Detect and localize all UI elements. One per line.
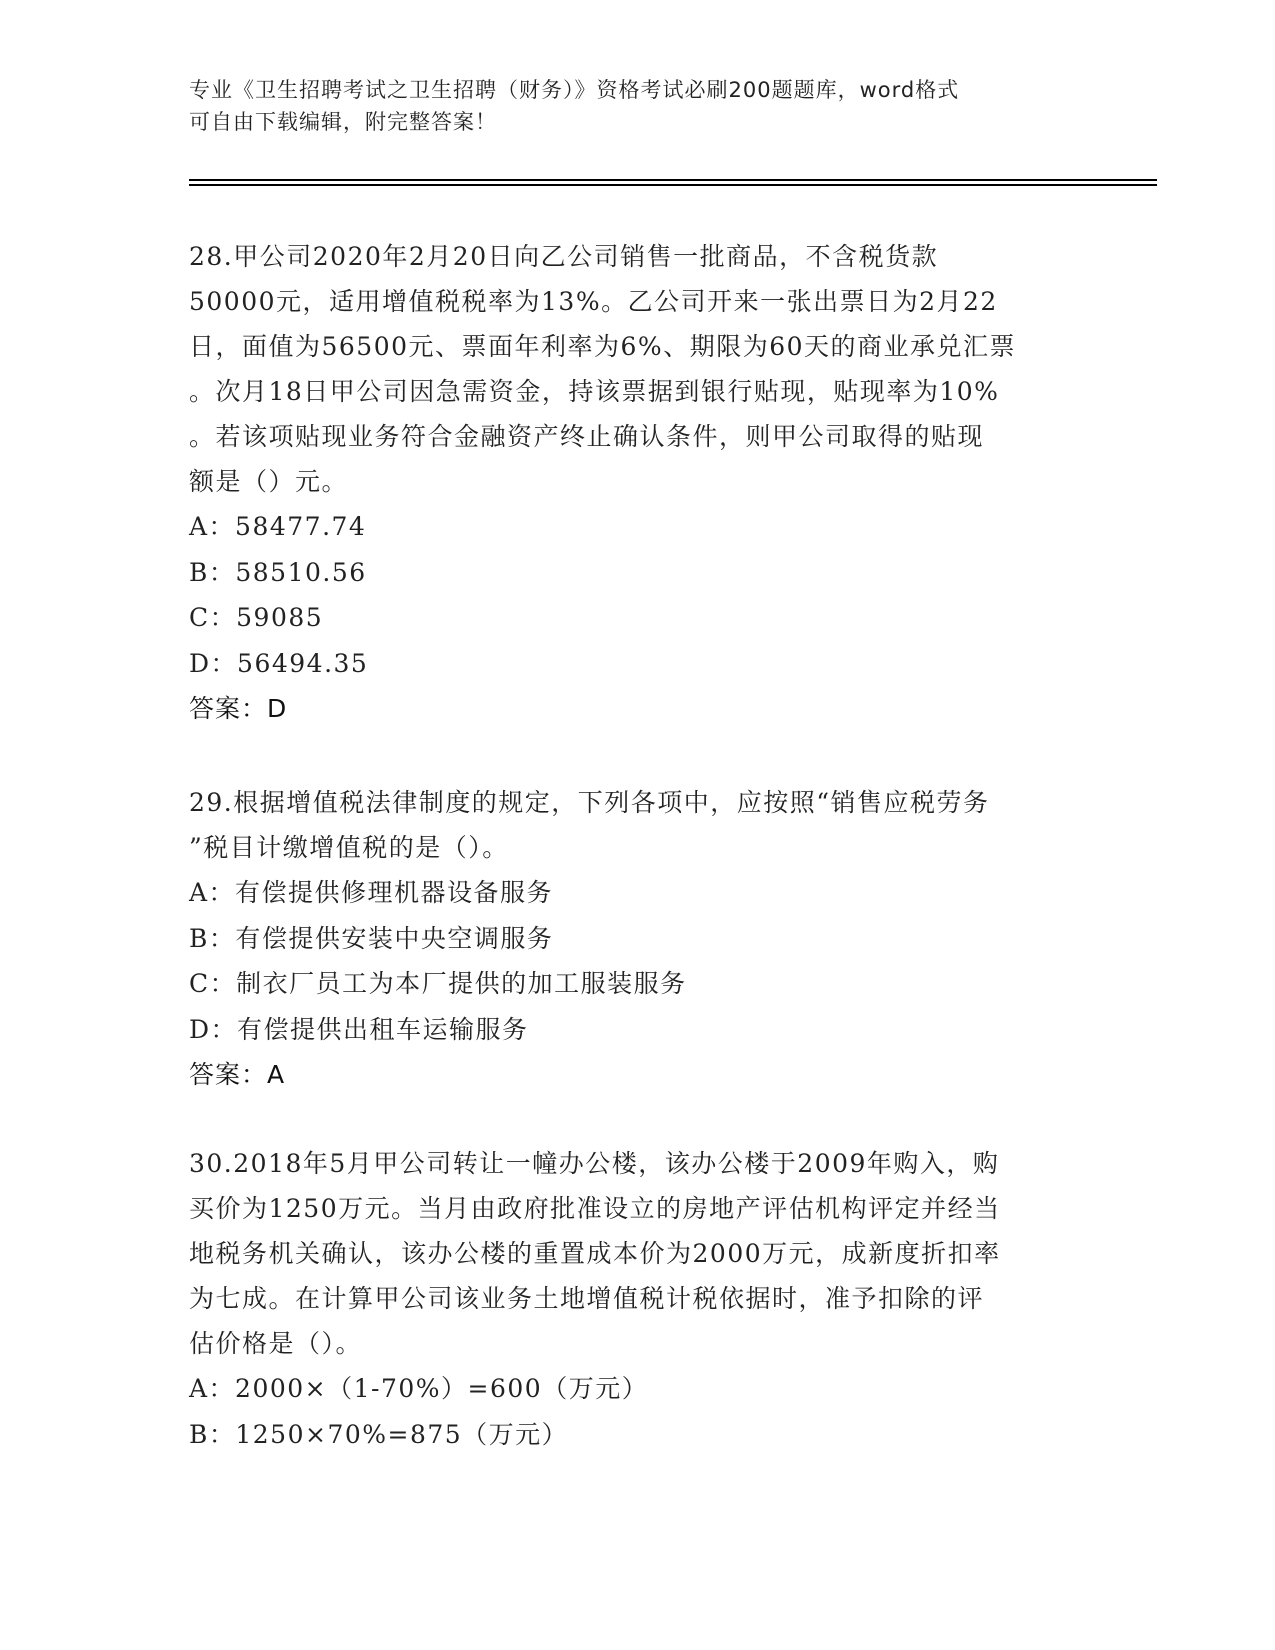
question-stem-line: 29.根据增值税法律制度的规定，下列各项中，应按照“销售应税劳务 [189,788,990,817]
document-header [189,74,1089,138]
option-a: A：58477.74 [189,512,367,541]
question-stem-line: 。若该项贴现业务符合金融资产终止确认条件，则甲公司取得的贴现 [189,422,985,451]
answer-label: 答案：A [189,1060,286,1089]
question-stem-line: 50000元，适用增值税税率为13%。乙公司开来一张出票日为2月22 [189,287,998,316]
question-stem-line: ”税目计缴增值税的是（）。 [189,833,509,862]
question-28 [189,234,1089,731]
header-line-1: 专业《卫生招聘考试之卫生招聘（财务）》资格考试必刷200题题库，word格式 [189,78,960,102]
question-stem-line: 额是（）元。 [189,467,349,496]
question-30 [189,1141,1089,1457]
question-stem-line: 日，面值为56500元、票面年利率为6%、期限为60天的商业承兑汇票 [189,332,1017,361]
option-a: A：有偿提供修理机器设备服务 [189,878,554,907]
option-c: C：59085 [189,603,324,632]
question-stem-line: 28.甲公司2020年2月20日向乙公司销售一批商品，不含税货款 [189,242,939,271]
question-stem-line: 估价格是（）。 [189,1329,363,1358]
option-b: B：1250×70%=875（万元） [189,1419,569,1449]
option-b: B：有偿提供安装中央空调服务 [189,923,554,953]
header-line-2: 可自由下载编辑，附完整答案！ [189,110,497,134]
option-d: D：56494.35 [189,648,369,678]
question-stem-line: 买价为1250万元。当月由政府批准设立的房地产评估机构评定并经当 [189,1194,1001,1223]
question-stem-line: 为七成。在计算甲公司该业务土地增值税计税依据时，准予扣除的评 [189,1284,985,1313]
question-29 [189,780,1089,1097]
option-c: C：制衣厂员工为本厂提供的加工服装服务 [189,969,687,998]
answer-label: 答案：D [189,694,288,723]
option-d: D：有偿提供出租车运输服务 [189,1014,529,1044]
question-stem-line: 30.2018年5月甲公司转让一幢办公楼，该办公楼于2009年购入，购 [189,1149,1000,1178]
option-b: B：58510.56 [189,557,367,587]
option-a: A：2000×（1-70%）=600（万元） [189,1374,649,1403]
question-stem-line: 地税务机关确认，该办公楼的重置成本价为2000万元，成新度折扣率 [189,1239,1001,1268]
header-divider-bottom [189,184,1157,186]
header-divider-top [189,179,1157,181]
question-stem-line: 。次月18日甲公司因急需资金，持该票据到银行贴现，贴现率为10% [189,377,1000,406]
